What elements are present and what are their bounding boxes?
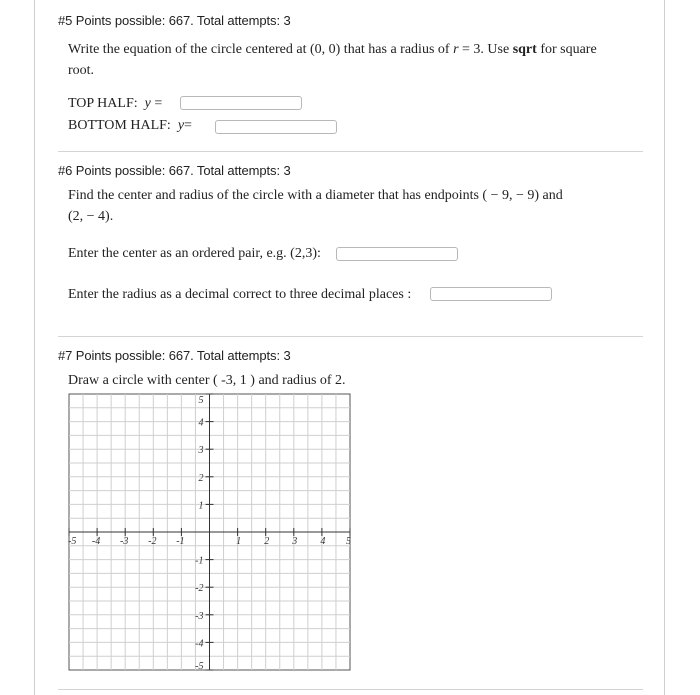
q5-prompt-text-c: for square xyxy=(536,42,597,57)
x-tick-label: 2 xyxy=(264,536,270,547)
q6-prompt-line1: Find the center and radius of the circle with a diameter that has endpoints ( − 9, − 9) and xyxy=(68,188,563,203)
x-tick-label: -4 xyxy=(91,536,101,547)
q5-top-var-y: y xyxy=(144,96,151,111)
q5-prompt-text: Write the equation of the circle centered at (0, 0) that has a radius of xyxy=(68,42,454,57)
y-tick-label: -1 xyxy=(195,555,204,567)
x-tick-label: -1 xyxy=(176,536,185,547)
q5-prompt-text-d: root. xyxy=(68,63,95,78)
x-tick-label: -2 xyxy=(148,536,157,547)
divider-bottom xyxy=(58,689,643,690)
q5-bottom-equals: = xyxy=(184,118,192,133)
coordinate-grid[interactable] xyxy=(67,392,352,672)
y-tick-label: 3 xyxy=(198,445,204,457)
graph-canvas[interactable] xyxy=(67,392,352,677)
y-tick-label: -5 xyxy=(195,661,204,672)
q5-bottom-half-label xyxy=(68,115,192,136)
x-tick-label: -3 xyxy=(120,536,129,547)
y-tick-label: -3 xyxy=(195,610,204,622)
x-tick-label: 3 xyxy=(292,536,298,547)
q5-bottom-var-y: y xyxy=(177,118,185,133)
divider-q5-q6 xyxy=(58,151,643,152)
q7-header: #7 Points possible: 667. Total attempts: 3 xyxy=(58,348,291,363)
q7-prompt: Draw a circle with center ( -3, 1 ) and radius of 2. xyxy=(68,373,346,388)
q5-top-label-text: TOP HALF: xyxy=(68,96,138,111)
q5-top-equals: = xyxy=(154,96,163,111)
q6-header: #6 Points possible: 667. Total attempts: 3 xyxy=(58,163,291,178)
x-tick-label: 4 xyxy=(320,536,326,547)
x-tick-label: 1 xyxy=(236,536,242,547)
divider-q6-q7 xyxy=(58,336,643,337)
page-border-right xyxy=(664,0,665,695)
x-tick-label: 5 xyxy=(346,536,351,547)
q5-prompt-r: r xyxy=(453,42,459,57)
y-tick-label: 1 xyxy=(198,500,204,512)
radius-input[interactable] xyxy=(430,287,552,301)
q5-bottom-label-text: BOTTOM HALF: xyxy=(68,118,171,133)
bottom-half-input[interactable] xyxy=(215,120,337,134)
y-tick-label: 4 xyxy=(198,417,204,429)
y-tick-label: 5 xyxy=(198,395,204,406)
x-tick-label: -5 xyxy=(68,536,77,547)
y-tick-label: -2 xyxy=(195,583,204,595)
q5-prompt-sqrt: sqrt xyxy=(512,42,537,57)
y-tick-label: -4 xyxy=(195,638,204,650)
q5-prompt-text-b: = 3. Use xyxy=(458,42,513,57)
q5-header: #5 Points possible: 667. Total attempts: 3 xyxy=(58,13,291,28)
q6-prompt-line2: (2, − 4). xyxy=(68,209,114,224)
q6-prompt xyxy=(68,185,563,227)
q6-center-label: Enter the center as an ordered pair, e.g. (2,3): xyxy=(68,246,321,261)
q6-radius-label: Enter the radius as a decimal correct to three decimal places : xyxy=(68,287,412,302)
page-border-left xyxy=(34,0,35,695)
center-input[interactable] xyxy=(336,247,458,261)
top-half-input[interactable] xyxy=(180,96,302,110)
q5-top-half-label xyxy=(68,93,162,114)
y-tick-label: 2 xyxy=(198,472,204,484)
q5-prompt xyxy=(68,39,597,81)
